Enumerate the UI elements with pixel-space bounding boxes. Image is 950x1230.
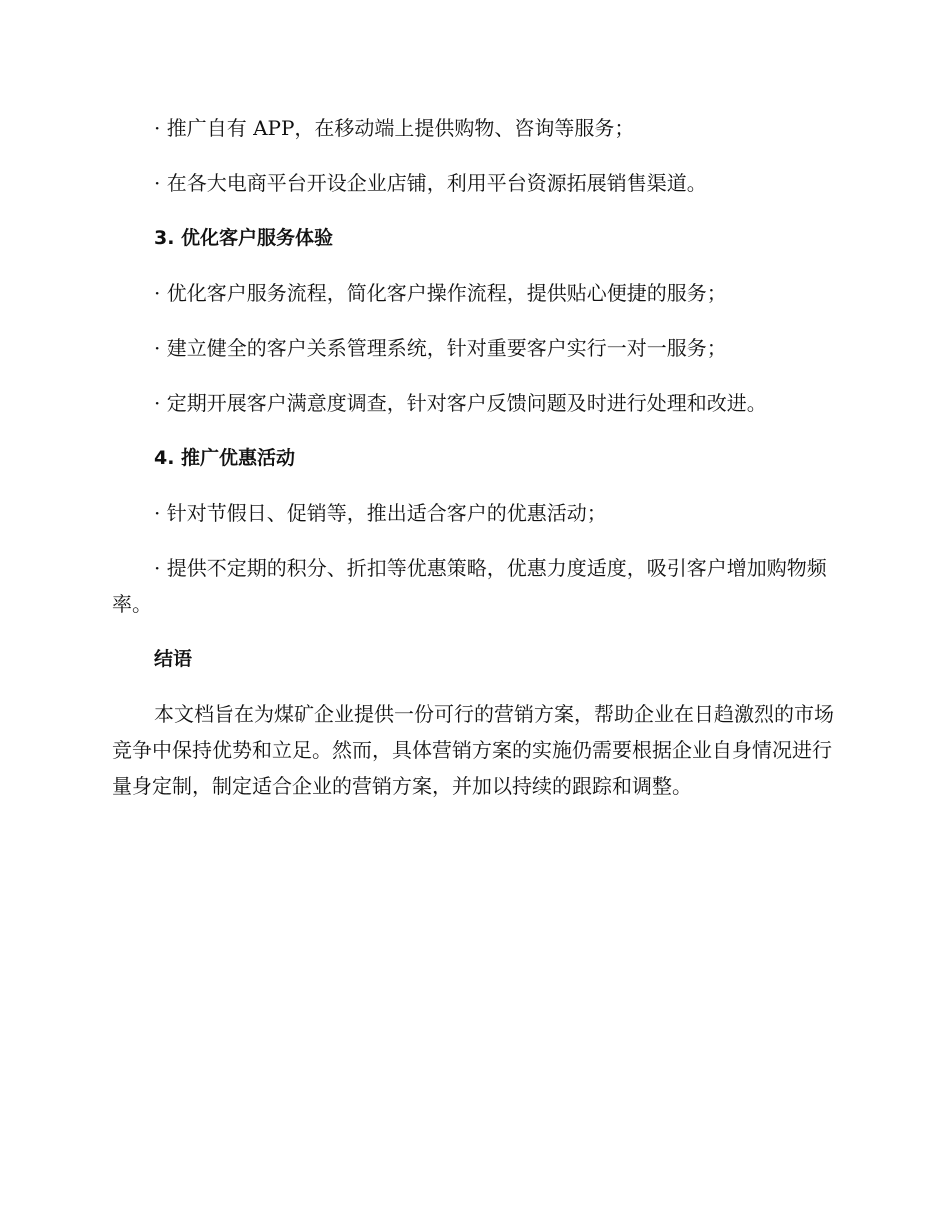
bullet-item: · 定期开展客户满意度调查，针对客户反馈问题及时进行处理和改进。 bbox=[154, 391, 767, 415]
conclusion-heading: 结语 bbox=[154, 648, 193, 670]
bullet-item: · 针对节假日、促销等，推出适合客户的优惠活动； bbox=[154, 501, 607, 525]
bullet-item: · 建立健全的客户关系管理系统，针对重要客户实行一对一服务； bbox=[154, 336, 727, 360]
bullet-item-wrapped: · 提供不定期的积分、折扣等优惠策略，优惠力度适度，吸引客户增加购物频率。 bbox=[112, 556, 827, 616]
bullet-item: · 在各大电商平台开设企业店铺，利用平台资源拓展销售渠道。 bbox=[154, 171, 707, 195]
document-body bbox=[112, 110, 836, 804]
bullet-item: · 推广自有 APP，在移动端上提供购物、咨询等服务； bbox=[154, 116, 635, 140]
section-heading: 4. 推广优惠活动 bbox=[154, 447, 296, 469]
bullet-item: · 优化客户服务流程，简化客户操作流程，提供贴心便捷的服务； bbox=[154, 281, 727, 305]
conclusion-paragraph: 本文档旨在为煤矿企业提供一份可行的营销方案，帮助企业在日趋激烈的市场竞争中保持优势和立足。然而，具体营销方案的实施仍需要根据企业自身情况进行量身定制，制定适合企业的营销方案，并加以持续的跟踪和调整。 bbox=[112, 702, 834, 798]
section-heading: 3. 优化客户服务体验 bbox=[154, 227, 334, 249]
